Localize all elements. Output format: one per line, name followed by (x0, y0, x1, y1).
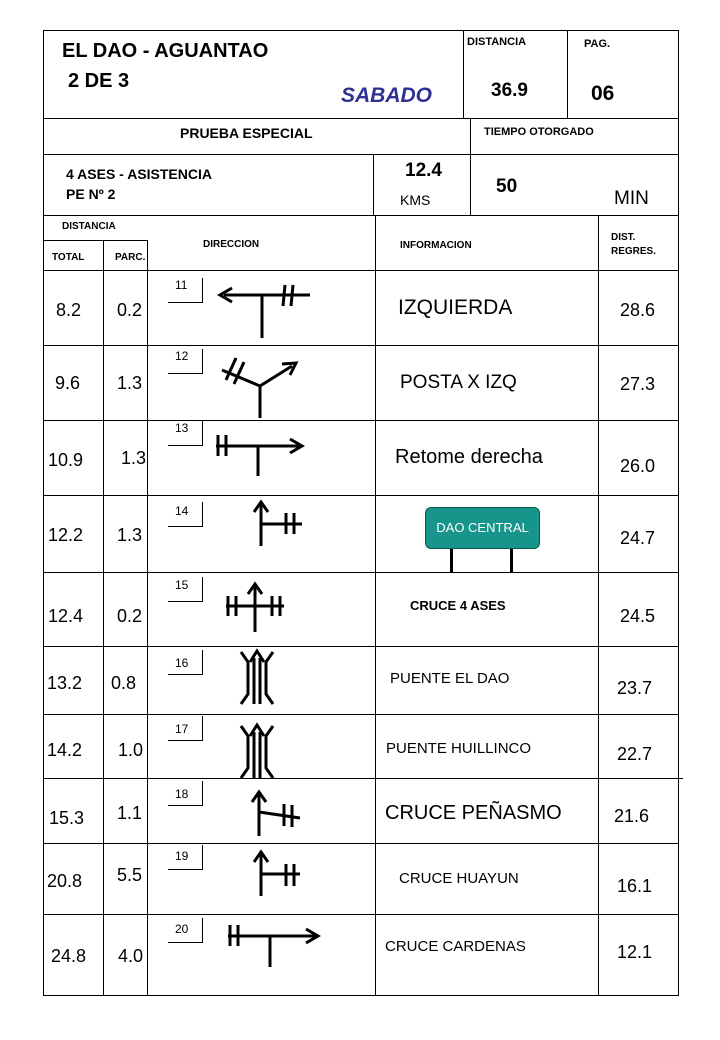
row-parc: 1.3 (117, 373, 143, 393)
row-info: CRUCE PEÑASMO (385, 802, 562, 824)
row-parc: 1.3 (117, 525, 143, 545)
row-regres: 24.5 (620, 606, 656, 626)
row-parc: 5.5 (117, 865, 143, 885)
frame-left-line (43, 30, 44, 996)
straight-with-right-branch-icon (248, 786, 308, 841)
row-number: 13 (175, 421, 189, 435)
row-number: 12 (175, 349, 189, 363)
row-regres: 12.1 (617, 942, 653, 962)
row-number: 20 (175, 922, 189, 936)
row-number: 16 (175, 656, 189, 670)
sign-label: DAO CENTRAL (436, 520, 529, 535)
row-info: PUENTE HUILLINCO (386, 740, 532, 757)
frame-bottom-line (43, 995, 679, 996)
row-info: CRUCE CARDENAS (385, 938, 526, 955)
col-divider-total (103, 240, 104, 996)
row-number: 15 (175, 578, 189, 592)
stage-km-value: 12.4 (405, 160, 442, 181)
row-info: CRUCE HUAYUN (399, 870, 519, 887)
dao-central-sign (425, 507, 540, 575)
row-line (43, 572, 679, 573)
row-parc: 0.8 (111, 673, 137, 693)
row-parc: 1.3 (121, 448, 147, 468)
t-junction-right-icon (222, 920, 332, 970)
tiempo-label: TIEMPO OTORGADO (484, 126, 594, 138)
distancia-underline (43, 240, 147, 241)
row-info: Retome derecha (395, 446, 543, 468)
straight-with-right-branch-icon (250, 846, 310, 901)
title-line-1: EL DAO - AGUANTAO (62, 40, 269, 62)
row-regres: 28.6 (620, 300, 656, 320)
time-value: 50 (496, 176, 518, 197)
frame-right-line (678, 30, 679, 996)
row-regres: 27.3 (620, 374, 656, 394)
row-regres: 22.7 (617, 744, 653, 764)
row-info: IZQUIERDA (398, 296, 513, 319)
row-regres: 16.1 (617, 876, 653, 896)
row-regres: 21.6 (614, 806, 650, 826)
time-unit: MIN (614, 188, 649, 209)
fork-right-icon (210, 352, 320, 422)
tiempo-divider (470, 118, 471, 155)
col-divider-parc (147, 240, 148, 996)
distancia-value: 36.9 (491, 80, 528, 101)
pag-value: 06 (591, 82, 615, 105)
header-line-1 (43, 118, 679, 119)
col-total-label: TOTAL (52, 252, 85, 263)
col-divider-informacion (598, 215, 599, 996)
prueba-label: PRUEBA ESPECIAL (180, 125, 313, 141)
row-total: 12.2 (48, 525, 84, 545)
row-parc: 0.2 (117, 300, 143, 320)
row-parc: 4.0 (118, 946, 144, 966)
row-total: 12.4 (48, 606, 84, 626)
col-parc-label: PARC. (115, 252, 146, 263)
row-number: 19 (175, 849, 189, 863)
t-junction-left-icon (210, 282, 320, 342)
row-line (43, 914, 679, 915)
col-dist-regres-label-2: REGRES. (611, 246, 657, 257)
header-divider-1 (463, 30, 464, 118)
header-divider-2 (567, 30, 568, 118)
crossroads-straight-icon (222, 578, 292, 636)
bridge-icon (238, 648, 278, 706)
row-regres: 26.0 (620, 456, 656, 476)
stage-line-1: 4 ASES - ASISTENCIA (66, 166, 212, 182)
row-number: 14 (175, 504, 189, 518)
header-line-2 (43, 154, 679, 155)
row-total: 8.2 (56, 300, 82, 320)
stage-divider-2 (470, 154, 471, 216)
col-divider-direccion (375, 215, 376, 996)
row-line (43, 714, 679, 715)
row-line (43, 843, 679, 844)
row-total: 9.6 (55, 373, 81, 393)
row-regres: 24.7 (620, 528, 656, 548)
col-dist-regres-label-1: DIST. (611, 232, 636, 243)
pag-label: PAG. (584, 38, 611, 50)
row-total: 20.8 (47, 871, 83, 891)
stage-divider-1 (373, 154, 374, 216)
row-parc: 1.1 (117, 803, 143, 823)
header-line-3 (43, 215, 679, 216)
stage-km-unit: KMS (400, 192, 431, 208)
row-total: 13.2 (47, 673, 83, 693)
row-info: PUENTE EL DAO (390, 670, 510, 687)
row-total: 24.8 (51, 946, 87, 966)
row-line (43, 345, 679, 346)
day-label: SABADO (341, 84, 433, 107)
straight-with-right-branch-icon (250, 496, 310, 551)
row-regres: 23.7 (617, 678, 653, 698)
row-line (43, 778, 683, 779)
row-info: CRUCE 4 ASES (410, 598, 506, 613)
row-number: 18 (175, 787, 189, 801)
t-junction-right-icon (210, 432, 320, 482)
distancia-label: DISTANCIA (467, 36, 527, 48)
row-total: 14.2 (47, 740, 83, 760)
row-total: 15.3 (49, 808, 85, 828)
row-info: POSTA X IZQ (400, 372, 517, 393)
row-line (43, 646, 679, 647)
col-direccion-label: DIRECCION (203, 239, 260, 250)
frame-top-line (43, 30, 679, 31)
col-distancia-label: DISTANCIA (62, 221, 116, 232)
row-parc: 0.2 (117, 606, 143, 626)
stage-line-2: PE Nº 2 (66, 186, 116, 202)
row-line (43, 495, 679, 496)
row-parc: 1.0 (118, 740, 144, 760)
col-informacion-label: INFORMACION (400, 240, 472, 251)
row-line (43, 420, 679, 421)
row-number: 17 (175, 722, 189, 736)
row-total: 10.9 (48, 450, 84, 470)
title-line-2: 2 DE 3 (68, 70, 130, 92)
columns-header-line (43, 270, 679, 271)
bridge-icon (238, 722, 278, 780)
row-number: 11 (175, 278, 188, 292)
